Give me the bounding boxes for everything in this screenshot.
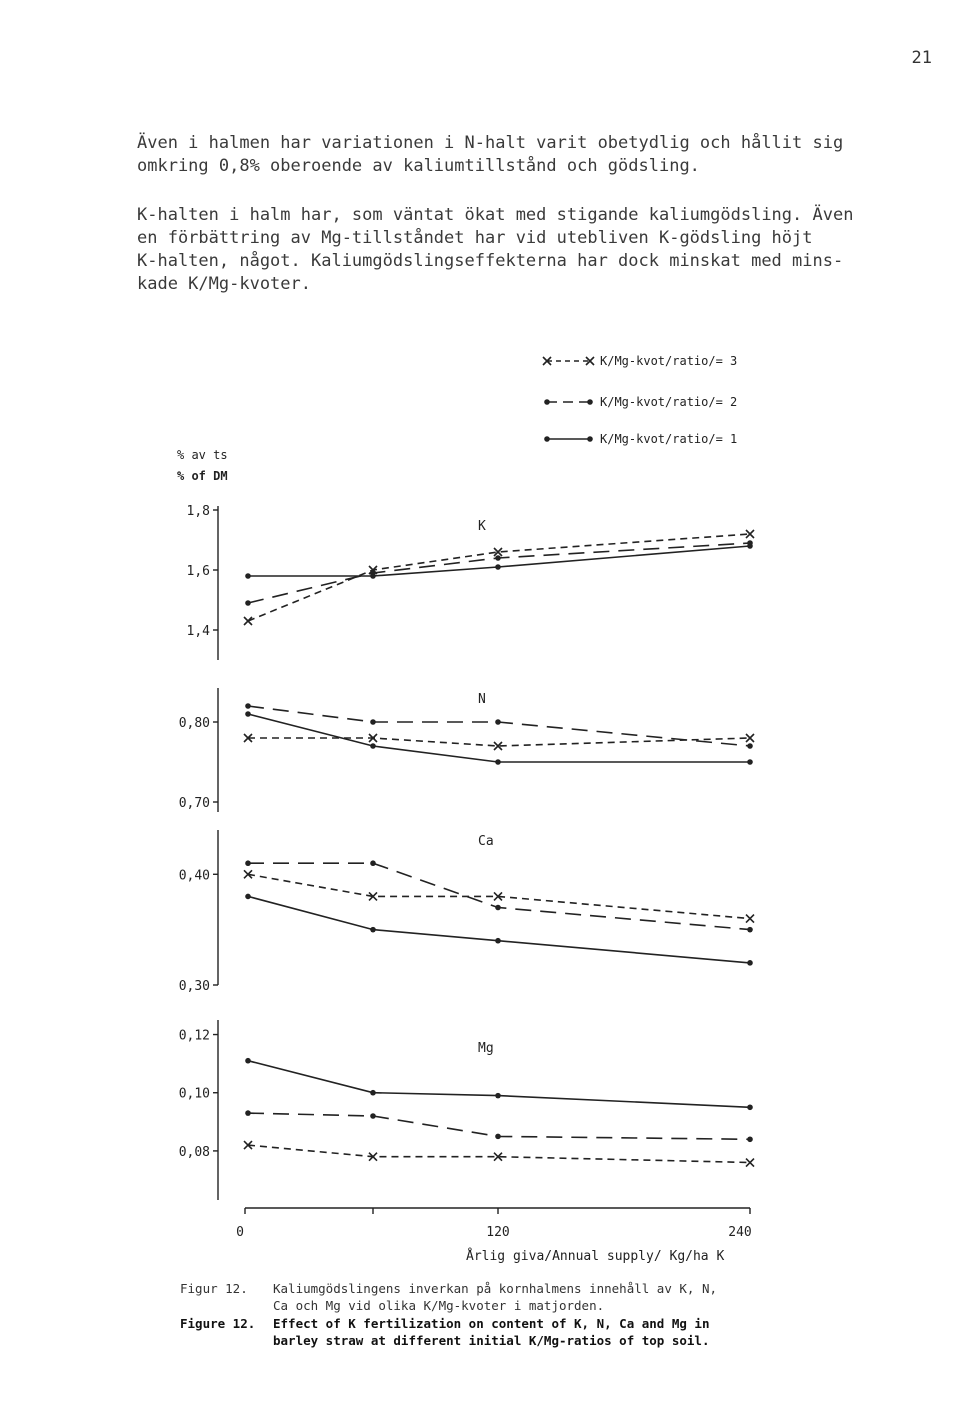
- point-ca-ratio3-3: [746, 915, 754, 923]
- y-axis-label-english: % of DM: [177, 469, 228, 483]
- legend-marker-start-3: [544, 436, 550, 442]
- page-number: 21: [911, 48, 932, 68]
- x-axis-label: Årlig giva/Annual supply/ Kg/ha K: [466, 1249, 725, 1264]
- legend-label-1: K/Mg-kvot/ratio/= 3: [600, 354, 738, 368]
- caption-label-english: Figure 12.: [180, 1316, 256, 1331]
- series-line-mg-3: [248, 1145, 750, 1162]
- point-n-ratio2-0: [245, 703, 251, 709]
- point-k-ratio1-1: [370, 573, 376, 579]
- caption-label-swedish: Figur 12.: [180, 1281, 248, 1296]
- point-mg-ratio2-0: [245, 1110, 251, 1116]
- point-n-ratio3-3: [746, 734, 754, 742]
- paragraph-straw-k-content: K-halten i halm har, som väntat ökat med stigande kaliumgödsling. Även en förbättring av Mg-tillståndet har vid utebliven K-gödsling höjt K-halten, något. Kaliumgödslingseffekterna har dock minskat med mins- kade K/Mg-kvoter.: [137, 205, 854, 294]
- y-tick-label-k-1: 1,6: [186, 564, 210, 579]
- point-n-ratio2-1: [370, 719, 376, 725]
- y-tick-label-mg-1: 0,10: [178, 1086, 210, 1102]
- y-tick-label-k-2: 1,4: [186, 624, 210, 639]
- point-mg-ratio2-2: [495, 1134, 501, 1140]
- point-k-ratio1-0: [245, 573, 251, 579]
- y-tick-label-mg-2: 0,08: [178, 1144, 210, 1160]
- panel-title-n: N: [478, 692, 486, 707]
- panel-title-ca: Ca: [478, 834, 494, 849]
- x-tick-label-2: 240: [728, 1225, 752, 1240]
- series-line-mg-1: [248, 1061, 750, 1108]
- paragraph-straw-n-content: Även i halmen har variationen i N-halt varit obetydlig och hållit sig omkring 0,8% oberoende av kaliumtillstånd och gödsling.: [137, 133, 844, 176]
- point-mg-ratio2-3: [747, 1136, 753, 1142]
- point-ca-ratio2-2: [495, 905, 501, 911]
- point-k-ratio2-2: [495, 555, 501, 561]
- point-ca-ratio2-0: [245, 860, 251, 866]
- panel-title-mg: Mg: [478, 1041, 494, 1056]
- y-tick-label-k-0: 1,8: [186, 504, 210, 519]
- point-n-ratio2-3: [747, 743, 753, 749]
- y-tick-label-mg-0: 0,12: [178, 1028, 210, 1044]
- point-n-ratio1-2: [495, 759, 501, 765]
- point-k-ratio3-3: [746, 530, 754, 538]
- point-mg-ratio1-2: [495, 1093, 501, 1099]
- point-mg-ratio1-0: [245, 1058, 251, 1064]
- point-n-ratio2-2: [495, 719, 501, 725]
- y-tick-label-n-0: 0,80: [178, 716, 210, 731]
- y-tick-label-n-1: 0,70: [178, 796, 210, 811]
- legend-marker-start-2: [544, 399, 550, 405]
- point-mg-ratio2-1: [370, 1113, 376, 1119]
- x-tick-label-0: 0: [236, 1225, 244, 1240]
- point-ca-ratio2-1: [370, 860, 376, 866]
- point-ca-ratio1-0: [245, 894, 251, 900]
- caption-text-swedish: Kaliumgödslingens inverkan på kornhalmens innehåll av K, N, Ca och Mg vid olika K/Mg-kvoter i matjorden.: [273, 1281, 718, 1313]
- point-ca-ratio1-1: [370, 927, 376, 933]
- point-k-ratio2-0: [245, 600, 251, 606]
- point-ca-ratio1-3: [747, 960, 753, 966]
- point-k-ratio1-3: [747, 543, 753, 549]
- legend-label-2: K/Mg-kvot/ratio/= 2: [600, 395, 738, 409]
- point-ca-ratio2-3: [747, 927, 753, 933]
- caption-text-english: Effect of K fertilization on content of K, N, Ca and Mg in barley straw at different initial K/Mg-ratios of top soil.: [273, 1316, 710, 1348]
- panel-title-k: K: [478, 519, 486, 534]
- x-tick-label-1: 120: [486, 1225, 510, 1240]
- legend-marker-end-3: [587, 436, 593, 442]
- point-n-ratio1-1: [370, 743, 376, 749]
- point-ca-ratio1-2: [495, 938, 501, 944]
- point-k-ratio3-0: [244, 617, 252, 625]
- figure-12-chart: [0, 330, 960, 1270]
- series-line-n-2: [248, 706, 750, 746]
- y-axis-label-swedish: % av ts: [177, 448, 228, 462]
- point-mg-ratio1-1: [370, 1090, 376, 1096]
- y-tick-label-ca-1: 0,30: [178, 979, 210, 994]
- y-tick-label-ca-0: 0,40: [178, 868, 210, 884]
- point-mg-ratio1-3: [747, 1104, 753, 1110]
- point-n-ratio1-0: [245, 711, 251, 717]
- point-mg-ratio3-3: [746, 1159, 754, 1167]
- legend-marker-end-2: [587, 399, 593, 405]
- legend-label-3: K/Mg-kvot/ratio/= 1: [600, 432, 738, 446]
- point-k-ratio1-2: [495, 564, 501, 570]
- point-n-ratio1-3: [747, 759, 753, 765]
